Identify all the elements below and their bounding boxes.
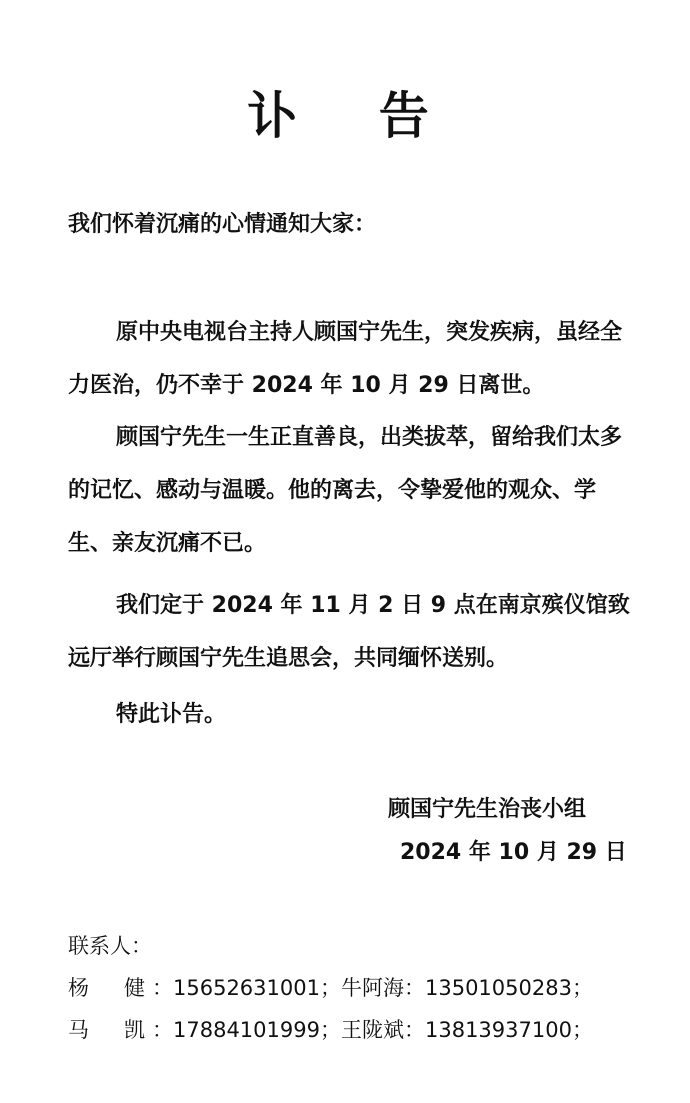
signature-date: 2024 年 10 月 29 日 xyxy=(400,840,627,865)
contact-phone: ：13501050283； xyxy=(403,976,593,1000)
contact-row xyxy=(68,1009,648,1051)
contact-row xyxy=(68,967,648,1009)
contact-phone: ：17884101999； xyxy=(152,1018,341,1042)
contact-phone: ：13813937100； xyxy=(403,1018,593,1042)
contact-name: 马 凯 xyxy=(68,1018,145,1042)
contact-phone: ：15652631001； xyxy=(152,976,341,1000)
paragraph-death-notice: 原中央电视台主持人顾国宁先生，突发疾病，虽经全力医治，仍不幸于 2024 年 10 月 29 日离世。 xyxy=(68,320,623,398)
contact-name: 王陇斌 xyxy=(340,1018,404,1042)
document-title: 讣 告 xyxy=(247,87,461,145)
paragraph-closing: 特此讣告。 xyxy=(116,702,227,727)
contact-name: 牛阿海 xyxy=(340,976,404,1000)
contact-name: 杨 健 xyxy=(68,976,145,1000)
paragraph-memorial-service: 我们定于 2024 年 11 月 2 日 9 点在南京殡仪馆致远厅举行顾国宁先生追思会，共同缅怀送别。 xyxy=(68,593,630,671)
contacts-section xyxy=(68,925,648,1051)
contacts-label: 联系人： xyxy=(68,934,152,958)
signature-organization: 顾国宁先生治丧小组 xyxy=(388,797,587,822)
salutation: 我们怀着沉痛的心情通知大家： xyxy=(68,212,377,237)
paragraph-tribute: 顾国宁先生一生正直善良，出类拔萃，留给我们太多的记忆、感动与温暖。他的离去，令挚爱他的观众、学生、亲友沉痛不已。 xyxy=(68,425,623,556)
